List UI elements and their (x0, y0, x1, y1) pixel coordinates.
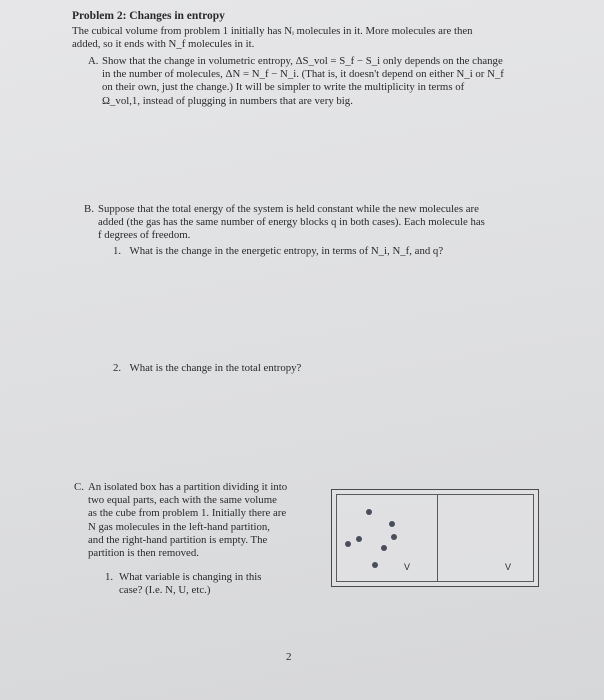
part-c-line-6: partition is then removed. (88, 547, 199, 560)
gas-molecule (389, 521, 395, 527)
problem-title: Problem 2: Changes in entropy (72, 10, 225, 22)
gas-molecule (366, 509, 372, 515)
right-volume-label: V (505, 562, 512, 572)
page-number: 2 (286, 651, 292, 663)
part-b-q1-text: What is the change in the energetic entropy, in terms of N_i, N_f, and q? (129, 245, 444, 257)
part-b-q2-text: What is the change in the total entropy? (129, 362, 302, 374)
gas-molecule (372, 562, 378, 568)
left-volume-label: V (404, 562, 411, 572)
part-a-line-1: Show that the change in volumetric entropy, ΔS_vol = S_f − S_i only depends on the change (102, 55, 503, 67)
part-b (84, 203, 524, 243)
part-a-label: A. (88, 55, 99, 67)
part-c-line-4: N gas molecules in the left-hand partition, (88, 520, 270, 533)
part-c-question-1 (105, 571, 305, 597)
part-a-line-3: on their own, just the change.) It will be simpler to write the multiplicity in terms of (102, 81, 465, 94)
part-c-q1-label: 1. (105, 571, 114, 583)
part-b-question-2 (113, 362, 513, 375)
part-a-line-2: in the number of molecules, ΔN = N_f − N_i. (That is, it doesn't depend on either N_i or N_f (102, 68, 504, 81)
part-b-line-2: added (the gas has the same number of energy blocks q in both cases). Each molecule has (98, 216, 485, 229)
part-c-line-1: An isolated box has a partition dividing it into (88, 481, 288, 493)
gas-molecule (391, 534, 397, 540)
gas-molecule (381, 545, 387, 551)
intro-line-1: The cubical volume from problem 1 initially has Nᵢ molecules in it. More molecules are then (72, 25, 473, 37)
gas-molecule (345, 541, 351, 547)
box-interior (336, 494, 534, 582)
part-c-line-2: two equal parts, each with the same volume (88, 494, 277, 507)
part-b-line-3: f degrees of freedom. (98, 229, 191, 242)
partitioned-box-figure (331, 489, 539, 587)
part-c-line-3: as the cube from problem 1. Initially there are (88, 507, 287, 520)
part-b-q2-label: 2. (113, 362, 122, 374)
part-a (88, 55, 518, 108)
part-a-line-4: Ω_vol,1, instead of plugging in numbers that are very big. (102, 94, 353, 107)
part-c-label: C. (74, 481, 84, 493)
part-c-line-5: and the right-hand partition is empty. The (88, 533, 268, 546)
problem-intro (72, 25, 512, 51)
part-c-q1-line-2: case? (I.e. N, U, etc.) (119, 584, 211, 597)
intro-line-2: added, so it ends with N_f molecules in it. (72, 38, 255, 51)
gas-molecule (356, 536, 362, 542)
part-c (74, 481, 324, 560)
partition-line (437, 495, 438, 581)
part-c-q1-line-1: What variable is changing in this (119, 571, 262, 583)
part-b-label: B. (84, 203, 94, 215)
part-b-question-1 (113, 245, 513, 258)
part-b-line-1: Suppose that the total energy of the system is held constant while the new molecules are (98, 203, 479, 215)
part-b-q1-label: 1. (113, 245, 122, 257)
